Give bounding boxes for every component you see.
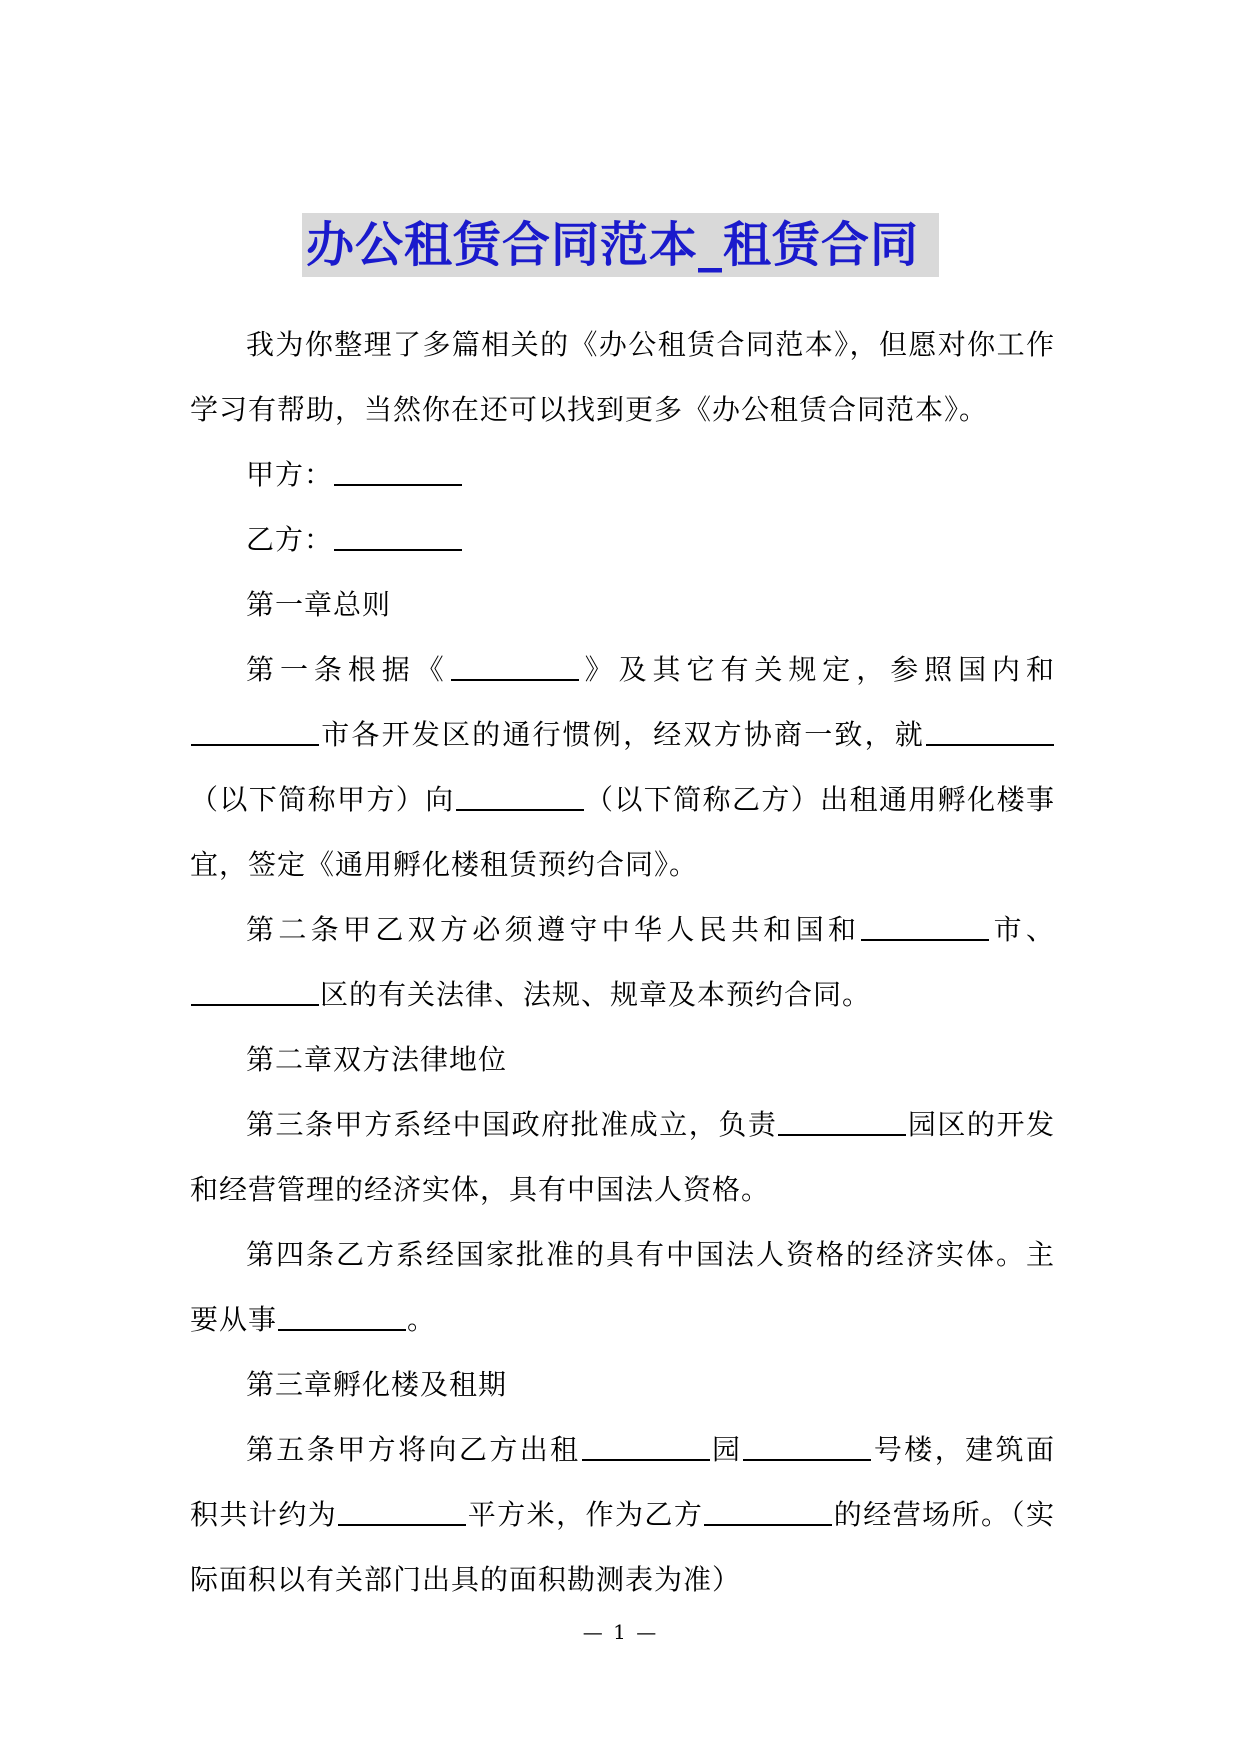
article-text: 》及其它有关规定，参照国内和 [579, 653, 1055, 686]
article-text: 第二条甲乙双方必须遵守中华人民共和国和 [246, 913, 861, 946]
blank-line [338, 1524, 466, 1526]
blank-line [926, 744, 1054, 746]
chapter-heading [190, 1352, 1055, 1417]
article-text: 市、 [990, 913, 1055, 946]
page-number: — 1 — [582, 1620, 659, 1644]
blank-line [334, 484, 462, 486]
article-5 [190, 1417, 1055, 1612]
title-container [0, 213, 1241, 277]
chapter-heading [190, 1027, 1055, 1092]
article-text: 的经营场所。（实际面积以有关部门出具的面积勘测表为准） [190, 1498, 1055, 1596]
blank-line [278, 1329, 406, 1331]
article-1 [190, 637, 1055, 897]
intro-paragraph [190, 312, 1055, 442]
document-body [190, 312, 1055, 1612]
blank-line [451, 679, 579, 681]
intro-text: 我为你整理了多篇相关的《办公租赁合同范本》，但愿对你工作学习有帮助，当然你在还可以找到更多《办公租赁合同范本》。 [190, 328, 1055, 426]
article-text: 园区的开发和经营管理的经济实体，具有中国法人资格。 [190, 1108, 1055, 1206]
blank-line [743, 1459, 871, 1461]
chapter-3-title: 第三章孵化楼及租期 [246, 1368, 508, 1401]
article-text: 第三条甲方系经中国政府批准成立，负责 [246, 1108, 778, 1141]
chapter-2-title: 第二章双方法律地位 [246, 1043, 508, 1076]
article-2 [190, 897, 1055, 1027]
blank-line [582, 1459, 710, 1461]
party-a-label: 甲方： [246, 458, 334, 491]
blank-line [704, 1524, 832, 1526]
article-text: 第四条乙方系经国家批准的具有中国法人资格的经济实体。主要从事 [190, 1238, 1055, 1336]
article-4 [190, 1222, 1055, 1352]
blank-line [861, 939, 989, 941]
article-text: 号楼，建筑面积共计约为 [190, 1433, 1055, 1531]
document-title: 办公租赁合同范本_租赁合同 [302, 213, 939, 277]
article-text: 平方米，作为乙方 [467, 1498, 704, 1531]
blank-line [191, 1004, 319, 1006]
article-text: 区的有关法律、法规、规章及本预约合同。 [320, 978, 872, 1011]
blank-line [191, 744, 319, 746]
party-b-line [190, 507, 1055, 572]
page-footer [0, 1620, 1241, 1644]
blank-line [456, 809, 584, 811]
blank-line [778, 1134, 906, 1136]
article-text: 园 [710, 1433, 743, 1466]
chapter-1-title: 第一章总则 [246, 588, 392, 621]
party-b-label: 乙方： [246, 523, 334, 556]
article-text: 第五条甲方将向乙方出租 [246, 1433, 581, 1466]
article-text: （以下简称甲方）向 [190, 783, 455, 816]
article-3 [190, 1092, 1055, 1222]
blank-line [334, 549, 462, 551]
chapter-heading [190, 572, 1055, 637]
article-text: 。 [407, 1303, 437, 1336]
article-text: 第一条根据《 [246, 653, 450, 686]
article-text: （以下简称乙方）出租通用孵化楼事宜，签定《通用孵化楼租赁预约合同》。 [190, 783, 1055, 881]
party-a-line [190, 442, 1055, 507]
article-text: 市各开发区的通行惯例，经双方协商一致，就 [320, 718, 925, 751]
